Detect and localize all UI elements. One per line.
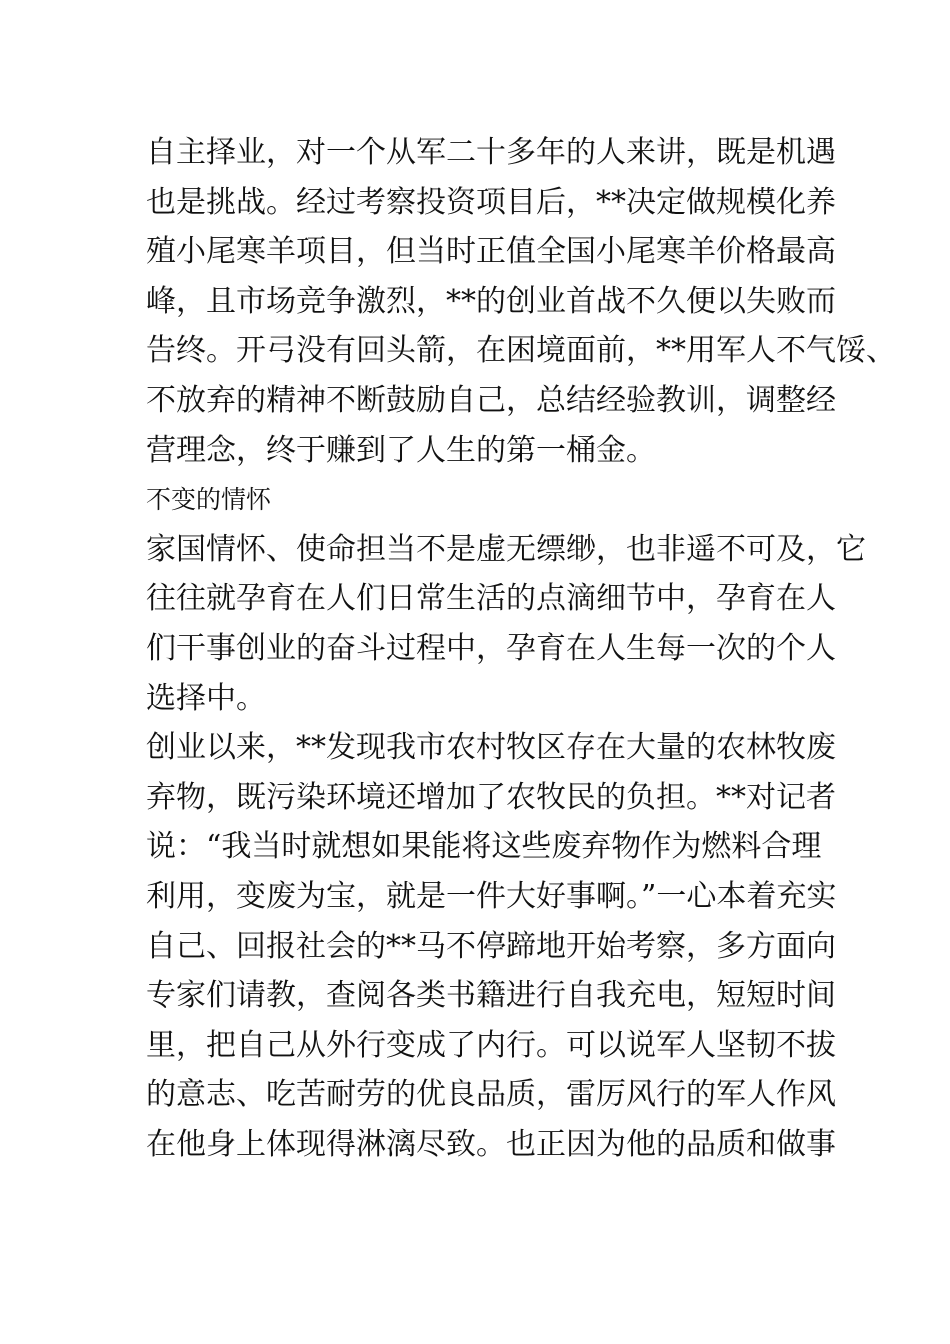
text-line: 营理念，终于赚到了人生的第一桶金。 xyxy=(146,432,656,468)
text-line: 自己、回报社会的**马不停蹄地开始考察，多方面向 xyxy=(146,928,836,964)
text-line: 的意志、吃苦耐劳的优良品质，雷厉风行的军人作风 xyxy=(146,1077,836,1113)
text-line: 选择中。 xyxy=(146,680,266,716)
text-line: 利用，变废为宝，就是一件大好事啊。”一心本着充实 xyxy=(146,878,837,914)
text-line: 里，把自己从外行变成了内行。可以说军人坚韧不拔 xyxy=(146,1027,836,1063)
text-line: 专家们请教，查阅各类书籍进行自我充电，短短时间 xyxy=(146,978,836,1014)
section-heading: 不变的情怀 xyxy=(146,485,272,515)
article-body xyxy=(146,128,896,1169)
text-line: 殖小尾寒羊项目，但当时正值全国小尾寒羊价格最高 xyxy=(146,234,836,270)
text-line: 家国情怀、使命担当不是虚无缥缈，也非遥不可及，它 xyxy=(146,531,866,567)
text-line: 峰，且市场竞争激烈，**的创业首战不久便以失败而 xyxy=(146,283,836,319)
text-line: 不放弃的精神不断鼓励自己，总结经验教训，调整经 xyxy=(146,382,836,418)
text-line: 往往就孕育在人们日常生活的点滴细节中，孕育在人 xyxy=(146,581,836,617)
text-line: 自主择业，对一个从军二十多年的人来讲，既是机遇 xyxy=(146,135,836,170)
text-line: 弃物，既污染环境还增加了农牧民的负担。**对记者 xyxy=(146,779,836,815)
text-line: 创业以来，**发现我市农村牧区存在大量的农林牧废 xyxy=(146,730,836,766)
text-line: 们干事创业的奋斗过程中，孕育在人生每一次的个人 xyxy=(146,630,836,666)
text-line: 说：“我当时就想如果能将这些废弃物作为燃料合理 xyxy=(146,829,822,865)
text-line: 告终。开弓没有回头箭，在困境面前，**用军人不气馁、 xyxy=(146,333,896,369)
text-line: 也是挑战。经过考察投资项目后，**决定做规模化养 xyxy=(146,184,836,220)
text-line: 在他身上体现得淋漓尽致。也正因为他的品质和做事 xyxy=(146,1126,836,1162)
